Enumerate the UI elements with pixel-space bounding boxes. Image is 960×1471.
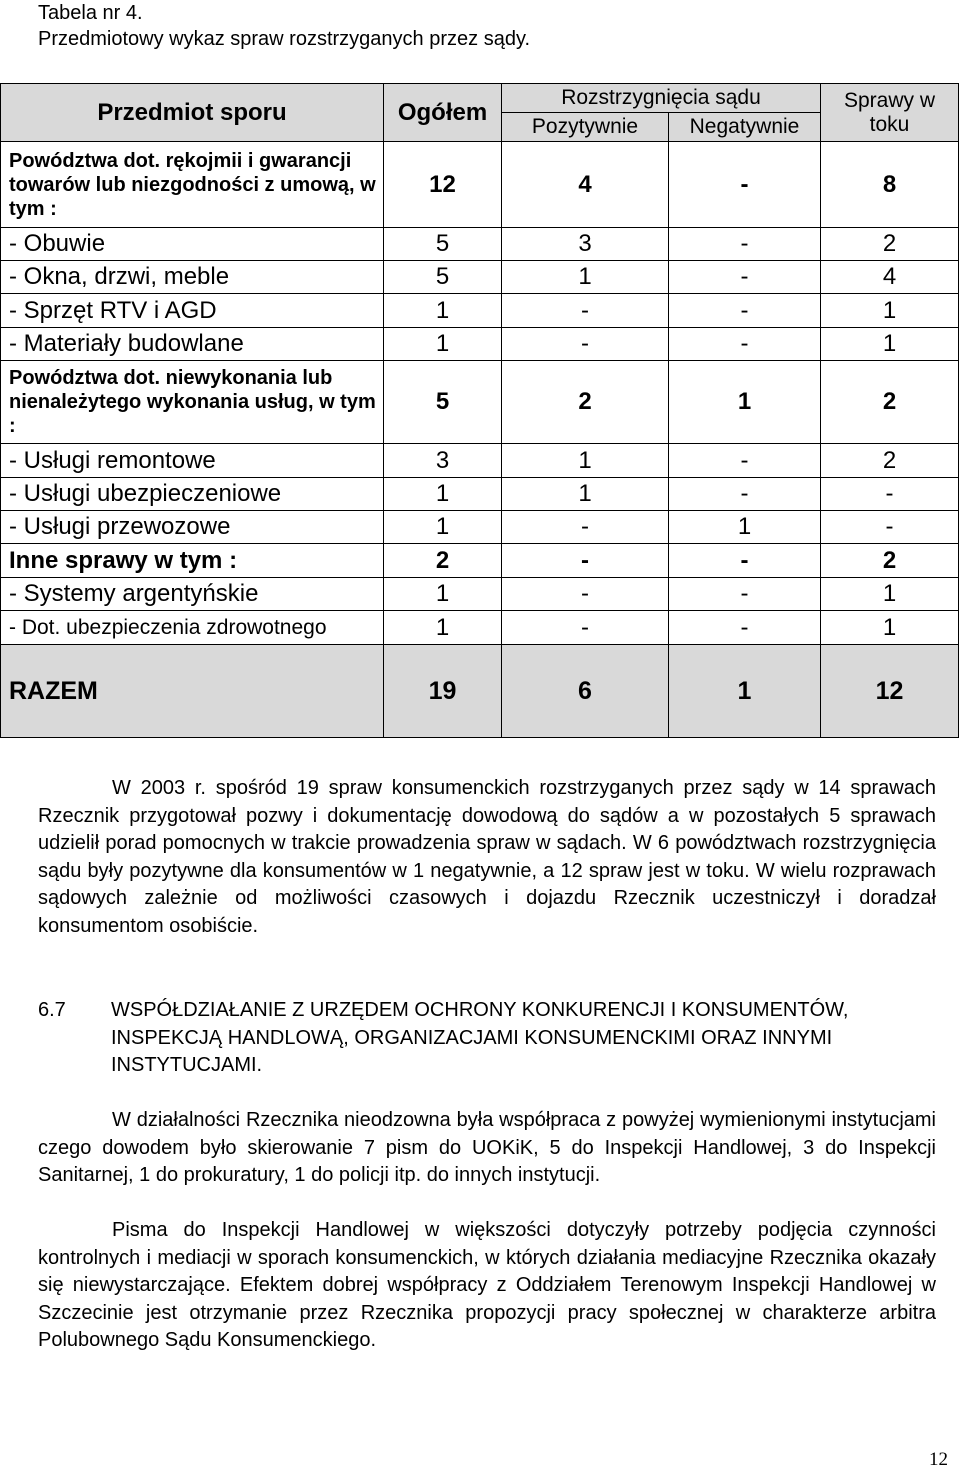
table-row	[1, 511, 959, 544]
cell-negative: 1	[669, 511, 821, 544]
table-row	[1, 294, 959, 328]
cell-positive: 1	[502, 444, 669, 478]
cell-negative: -	[669, 261, 821, 294]
paragraph-trade-inspection: Pisma do Inspekcji Handlowej w większości dotyczyły potrzeby podjęcia czynności kontrolnych i mediacji w sporach konsumenckich, w których działania mediacyjne Rzecznika okazały się niewystarczające. Efektem dobrej współpracy z Oddziałem Terenowym Inspekcji Handlowej w Szczecinie jest otrzymanie przez Rzecznika propozycji pracy społecznej w charakterze arbitra Polubownego Sądu Konsumenckiego.	[38, 1219, 936, 1351]
cell-total: 5	[384, 261, 502, 294]
cell-positive: 1	[502, 478, 669, 511]
row-name: - Okna, drzwi, meble	[1, 261, 384, 294]
cell-negative: 1	[669, 361, 821, 444]
page-number: 12	[929, 1449, 948, 1470]
cell-pending: 8	[821, 142, 959, 228]
cell-pending: 1	[821, 578, 959, 611]
cell-total: 3	[384, 444, 502, 478]
cell-total: 1	[384, 611, 502, 645]
cell-pending: -	[821, 478, 959, 511]
cell-negative: -	[669, 578, 821, 611]
cell-negative: -	[669, 294, 821, 328]
court-cases-table	[0, 83, 959, 738]
row-name: - Sprzęt RTV i AGD	[1, 294, 384, 328]
cell-pending: 2	[821, 361, 959, 444]
cell-negative: -	[669, 228, 821, 261]
row-name: - Obuwie	[1, 228, 384, 261]
cell-positive: -	[502, 578, 669, 611]
cell-total: 1	[384, 511, 502, 544]
table-row	[1, 611, 959, 645]
table-row	[1, 478, 959, 511]
paragraph-cooperation: W działalności Rzecznika nieodzowna była współpraca z powyżej wymienionymi instytucjami czego dowodem było skierowanie 7 pism do UOKiK, 5 do Inspekcji Handlowej, 3 do Inspekcji Sanitarnej, 1 do prokuratury, 1 do policji itp. do innych instytucji.	[38, 1109, 936, 1186]
table-total-row	[1, 645, 959, 738]
cell-pending: 12	[821, 645, 959, 738]
cell-pending: 4	[821, 261, 959, 294]
row-name: - Usługi przewozowe	[1, 511, 384, 544]
section-title: WSPÓŁDZIAŁANIE Z URZĘDEM OCHRONY KONKURENCJI I KONSUMENTÓW, INSPEKCJĄ HANDLOWĄ, ORGANIZACJAMI KONSUMENCKIMI ORAZ INNYMI INSTYTUCJAMI.	[111, 999, 849, 1076]
row-name: - Usługi ubezpieczeniowe	[1, 478, 384, 511]
cell-pending: 2	[821, 544, 959, 578]
section-number: 6.7	[38, 999, 66, 1021]
row-name: Powództwa dot. rękojmii i gwarancji towarów lub niezgodności z umową, w tym :	[1, 142, 384, 228]
row-name: - Usługi remontowe	[1, 444, 384, 478]
cell-negative: -	[669, 328, 821, 361]
row-name: Powództwa dot. niewykonania lub nienależytego wykonania usług, w tym :	[1, 361, 384, 444]
cell-negative: -	[669, 444, 821, 478]
cell-positive: 2	[502, 361, 669, 444]
cell-negative: -	[669, 142, 821, 228]
table-row	[1, 261, 959, 294]
table-row-group-services	[1, 361, 959, 444]
cell-total: 1	[384, 294, 502, 328]
row-name: - Systemy argentyńskie	[1, 578, 384, 611]
cell-positive: 1	[502, 261, 669, 294]
cell-total: 1	[384, 478, 502, 511]
table-row-group-other	[1, 544, 959, 578]
cell-positive: -	[502, 294, 669, 328]
cell-pending: 2	[821, 444, 959, 478]
cell-positive: 4	[502, 142, 669, 228]
total-label: RAZEM	[1, 645, 384, 738]
cell-negative: -	[669, 544, 821, 578]
cell-negative: 1	[669, 645, 821, 738]
table-caption-number: Tabela nr 4.	[38, 2, 143, 24]
cell-pending: 1	[821, 611, 959, 645]
cell-negative: -	[669, 611, 821, 645]
header-total: Ogółem	[384, 84, 502, 142]
cell-total: 5	[384, 361, 502, 444]
table-header-row	[1, 84, 959, 113]
paragraph-court-summary: W 2003 r. spośród 19 spraw konsumenckich rozstrzyganych przez sądy w 14 sprawach Rzecznik przygotował pozwy i dokumentację dowodową do sądów a w pozostałych 5 sprawach udzielił porad pomocnych w trakcie prowadzenia spraw w sądach. W 6 powództwach rozstrzygnięcia sądu były pozytywne dla konsumentów w 1 negatywnie, a 12 spraw jest w toku. W wielu rozprawach sądowych zależnie od możliwości czasowych i dojazdu Rzecznik uczestniczył i doradzał konsumentom osobiście.	[38, 777, 936, 937]
cell-total: 5	[384, 228, 502, 261]
cell-total: 1	[384, 328, 502, 361]
cell-positive: -	[502, 511, 669, 544]
table-row	[1, 578, 959, 611]
table-caption-title: Przedmiotowy wykaz spraw rozstrzyganych przez sądy.	[38, 28, 531, 50]
row-name: - Dot. ubezpieczenia zdrowotnego	[1, 611, 384, 645]
cell-pending: 1	[821, 328, 959, 361]
header-pending: Sprawy w toku	[821, 84, 959, 142]
cell-total: 19	[384, 645, 502, 738]
cell-total: 2	[384, 544, 502, 578]
cell-negative: -	[669, 478, 821, 511]
header-negative: Negatywnie	[669, 113, 821, 142]
cell-total: 1	[384, 578, 502, 611]
cell-positive: 6	[502, 645, 669, 738]
cell-pending: 2	[821, 228, 959, 261]
cell-positive: 3	[502, 228, 669, 261]
header-rulings: Rozstrzygnięcia sądu	[502, 84, 821, 113]
cell-positive: -	[502, 611, 669, 645]
cell-pending: 1	[821, 294, 959, 328]
row-name: - Materiały budowlane	[1, 328, 384, 361]
header-subject: Przedmiot sporu	[1, 84, 384, 142]
cell-total: 12	[384, 142, 502, 228]
cell-pending: -	[821, 511, 959, 544]
table-row-group-warranty	[1, 142, 959, 228]
table-row	[1, 228, 959, 261]
row-name: Inne sprawy w tym :	[1, 544, 384, 578]
header-positive: Pozytywnie	[502, 113, 669, 142]
table-row	[1, 444, 959, 478]
cell-positive: -	[502, 544, 669, 578]
cell-positive: -	[502, 328, 669, 361]
table-row	[1, 328, 959, 361]
